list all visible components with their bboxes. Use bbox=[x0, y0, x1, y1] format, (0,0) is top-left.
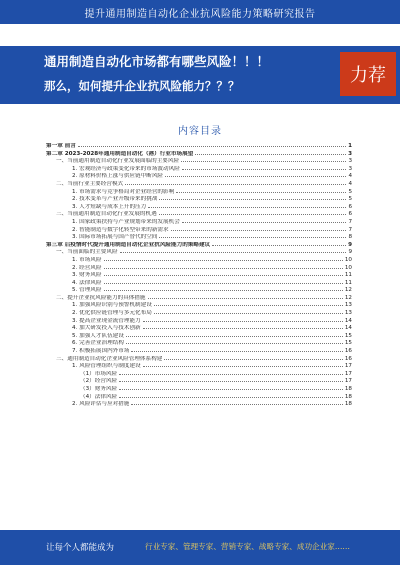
toc-entry[interactable] bbox=[46, 181, 352, 189]
toc-leader-dots bbox=[131, 351, 342, 352]
toc-entry-page: 4 bbox=[348, 173, 352, 180]
toc-entry[interactable] bbox=[46, 363, 352, 371]
toc-leader-dots bbox=[171, 230, 347, 231]
toc-entry-page: 17 bbox=[344, 363, 352, 370]
toc-leader-dots bbox=[104, 283, 343, 284]
toc-entry-page: 9 bbox=[348, 249, 352, 256]
report-title: 提升通用制造自动化企业抗风险能力策略研究报告 bbox=[84, 8, 316, 20]
banner-subheadline: 那么，如何提升企业抗风险能力？？？ bbox=[44, 79, 240, 93]
toc-entry-text: （1）市场风险 bbox=[80, 370, 118, 377]
toc-entry-page: 5 bbox=[348, 188, 352, 195]
toc-entry-text: （3）财务风险 bbox=[80, 386, 118, 392]
footer-band bbox=[0, 530, 400, 565]
toc-entry[interactable] bbox=[46, 257, 352, 265]
toc-leader-dots bbox=[104, 290, 343, 291]
toc-entry-page: 14 bbox=[344, 317, 352, 324]
toc-entry-text: 第三章 后疫情时代提升通用制造自动化企业抗风险能力的策略建议 bbox=[46, 241, 211, 248]
toc-entry-page: 6 bbox=[348, 203, 352, 210]
toc-entry-text: 2. 技术变革与产业升级带来的挑战 bbox=[72, 196, 158, 203]
toc-entry-page: 17 bbox=[344, 370, 352, 377]
toc-entry[interactable] bbox=[46, 242, 352, 250]
toc-entry-text: （2）经营风险 bbox=[80, 378, 118, 385]
toc-entry-page: 18 bbox=[344, 393, 352, 400]
toc-entry-text: 三、通用制造自动化企业风险管理体系构建 bbox=[56, 355, 163, 362]
toc-leader-dots bbox=[182, 169, 347, 170]
toc-entry-text: 2. 经营风险 bbox=[72, 264, 102, 271]
toc-leader-dots bbox=[126, 343, 343, 344]
toc-entry-text: 4. 法律风险 bbox=[72, 279, 102, 286]
banner-headline: 通用制造自动化市场都有哪些风险！！！ bbox=[44, 54, 270, 69]
toc-entry-text: 3. 财务风险 bbox=[72, 272, 102, 279]
toc-entry[interactable] bbox=[46, 166, 352, 174]
toc-entry-text: 3. 国际市场拓展与国产替代的空间 bbox=[72, 234, 158, 241]
toc-leader-dots bbox=[143, 321, 343, 322]
toc-leader-dots bbox=[120, 252, 347, 253]
toc-entry-text: 二、当前行业主要经营模式 bbox=[56, 180, 124, 187]
toc-entry-text: 3. 人才短缺与成本上升的压力 bbox=[72, 203, 147, 210]
toc-leader-dots bbox=[181, 161, 346, 162]
toc-entry-text: 二、提升企业抗风险能力的具体措施 bbox=[56, 294, 146, 301]
toc-entry-page: 3 bbox=[348, 165, 352, 172]
toc-entry[interactable] bbox=[46, 295, 352, 303]
toc-entry-page: 7 bbox=[348, 226, 352, 233]
toc-entry-text: 三、当前通用制造自动化行业发展的机遇 bbox=[56, 211, 157, 218]
toc-entry-page: 9 bbox=[348, 241, 352, 248]
toc-entry-text: 7. 积极拓展国内外市场 bbox=[72, 348, 130, 355]
toc-leader-dots bbox=[164, 359, 343, 360]
toc-entry[interactable] bbox=[46, 211, 352, 219]
toc-entry[interactable] bbox=[46, 287, 352, 295]
toc-leader-dots bbox=[119, 389, 343, 390]
toc-leader-dots bbox=[182, 222, 347, 223]
toc-entry[interactable] bbox=[46, 378, 352, 386]
toc-entry-page: 10 bbox=[344, 256, 352, 263]
toc-entry-page: 13 bbox=[344, 302, 352, 309]
toc-leader-dots bbox=[131, 404, 342, 405]
recommend-badge: 力荐 bbox=[340, 52, 396, 96]
toc-entry[interactable] bbox=[46, 173, 352, 181]
toc-entry[interactable] bbox=[46, 401, 352, 409]
toc-entry[interactable] bbox=[46, 371, 352, 379]
toc-entry-text: 2. 优化供应链管理与多元化布局 bbox=[72, 310, 152, 317]
toc-entry-text: 第一章 前言 bbox=[46, 143, 76, 149]
toc-leader-dots bbox=[119, 397, 343, 398]
toc-entry-page: 17 bbox=[344, 378, 352, 385]
toc-entry-text: 一、当前通用制造自动化行业发展面临的主要风险 bbox=[56, 158, 180, 165]
toc-entry-text: 2. 原材料价格上涨与供应链中断风险 bbox=[72, 173, 164, 180]
toc-entry-page: 16 bbox=[344, 348, 352, 355]
toc-entry-text: 1. 国家政策扶持与产业规划带来的发展机会 bbox=[72, 218, 180, 225]
toc-entry[interactable] bbox=[46, 386, 352, 394]
toc-entry[interactable] bbox=[46, 333, 352, 341]
toc-entry-page: 7 bbox=[348, 218, 352, 225]
footer-roles: 行业专家、管理专家、营销专家、战略专家、成功企业家…… bbox=[145, 542, 351, 551]
toc-entry-text: 1. 加强风险识别与预警机制建设 bbox=[72, 302, 152, 309]
toc-entry[interactable] bbox=[46, 302, 352, 310]
toc-entry[interactable] bbox=[46, 280, 352, 288]
toc-entry[interactable] bbox=[46, 189, 352, 197]
toc-entry-page: 15 bbox=[344, 332, 352, 339]
toc-entry-text: 5. 加强人才队伍建设 bbox=[72, 332, 124, 339]
toc-entry-page: 12 bbox=[344, 287, 352, 294]
toc-entry-page: 14 bbox=[344, 325, 352, 332]
toc-leader-dots bbox=[159, 214, 347, 215]
toc-entry-text: 1. 市场需求与竞争格局对企业经营的影响 bbox=[72, 188, 175, 195]
toc-leader-dots bbox=[78, 146, 346, 147]
toc-entry[interactable] bbox=[46, 340, 352, 348]
toc-entry[interactable] bbox=[46, 265, 352, 273]
toc-entry-text: 5. 管理风险 bbox=[72, 287, 102, 294]
toc-entry-page: 8 bbox=[348, 234, 352, 241]
toc-leader-dots bbox=[143, 366, 343, 367]
toc-entry-page: 5 bbox=[348, 196, 352, 203]
toc-entry[interactable] bbox=[46, 143, 352, 151]
toc-leader-dots bbox=[165, 176, 346, 177]
toc-leader-dots bbox=[154, 313, 343, 314]
toc-entry-text: 第二章 2023-2028年通用制造自动化（港）行业市场展望 bbox=[46, 150, 194, 157]
toc-entry-page: 11 bbox=[344, 279, 352, 286]
toc-leader-dots bbox=[154, 305, 343, 306]
toc-leader-dots bbox=[126, 336, 343, 337]
toc-entry-page: 15 bbox=[344, 340, 352, 347]
toc-entry[interactable] bbox=[46, 227, 352, 235]
toc-entry-text: 2. 风险评估与应对措施 bbox=[72, 401, 130, 408]
toc-entry[interactable] bbox=[46, 234, 352, 242]
toc-leader-dots bbox=[148, 298, 343, 299]
toc-leader-dots bbox=[212, 245, 346, 246]
toc-leader-dots bbox=[148, 207, 346, 208]
toc-entry-text: （4）法律风险 bbox=[80, 393, 118, 400]
toc-entry-text: 1. 宏观经济与政策变化带来的市场波动风险 bbox=[72, 165, 180, 172]
toc-entry-text: 1. 风险管理组织与制度建设 bbox=[72, 363, 141, 370]
toc-entry-page: 1 bbox=[348, 143, 352, 149]
toc-leader-dots bbox=[104, 268, 343, 269]
toc-entry[interactable] bbox=[46, 196, 352, 204]
toc-entry-text: 一、当前面临的主要风险 bbox=[56, 249, 118, 256]
toc-entry[interactable] bbox=[46, 348, 352, 356]
toc-entry[interactable] bbox=[46, 310, 352, 318]
toc-entry-page: 6 bbox=[348, 211, 352, 218]
toc-entry-text: 6. 完善企业治理结构 bbox=[72, 340, 124, 347]
toc-leader-dots bbox=[104, 275, 343, 276]
toc-leader-dots bbox=[104, 260, 343, 261]
toc-entry-text: 4. 加大研发投入与技术创新 bbox=[72, 325, 141, 332]
toc-entry-text: 2. 智能制造与数字化转型带来的新需求 bbox=[72, 226, 169, 233]
toc-entry[interactable] bbox=[46, 158, 352, 166]
toc-entry-page: 18 bbox=[344, 386, 352, 392]
report-title-band bbox=[0, 0, 400, 24]
toc-entry[interactable] bbox=[46, 249, 352, 257]
toc-entry-page: 18 bbox=[344, 401, 352, 408]
toc-leader-dots bbox=[143, 328, 343, 329]
toc-entry-text: 3. 提高企业现金流管理能力 bbox=[72, 317, 141, 324]
toc-entry[interactable] bbox=[46, 204, 352, 212]
toc-entry-page: 16 bbox=[344, 355, 352, 362]
footer-slogan: 让每个人都能成为 bbox=[46, 543, 115, 553]
toc-leader-dots bbox=[195, 154, 346, 155]
toc-entry-page: 13 bbox=[344, 310, 352, 317]
toc-entry[interactable] bbox=[46, 356, 352, 364]
toc-entry-page: 3 bbox=[348, 150, 352, 157]
toc-entry[interactable] bbox=[46, 272, 352, 280]
toc-entry[interactable] bbox=[46, 151, 352, 159]
toc-leader-dots bbox=[119, 381, 343, 382]
toc-leader-dots bbox=[176, 192, 346, 193]
toc-entry[interactable] bbox=[46, 318, 352, 326]
toc-entry-page: 4 bbox=[348, 180, 352, 187]
table-of-contents bbox=[46, 143, 352, 521]
toc-entry-page: 10 bbox=[344, 264, 352, 271]
toc-entry-text: 1. 市场风险 bbox=[72, 256, 102, 263]
toc-leader-dots bbox=[159, 199, 346, 200]
toc-entry[interactable] bbox=[46, 219, 352, 227]
toc-leader-dots bbox=[159, 237, 346, 238]
toc-entry-page: 3 bbox=[348, 158, 352, 165]
toc-entry[interactable] bbox=[46, 325, 352, 333]
toc-title: 内容目录 bbox=[178, 126, 222, 137]
toc-entry-page: 12 bbox=[344, 294, 352, 301]
toc-entry[interactable] bbox=[46, 394, 352, 402]
toc-leader-dots bbox=[125, 184, 346, 185]
toc-leader-dots bbox=[119, 374, 343, 375]
toc-entry-page: 11 bbox=[344, 272, 352, 279]
